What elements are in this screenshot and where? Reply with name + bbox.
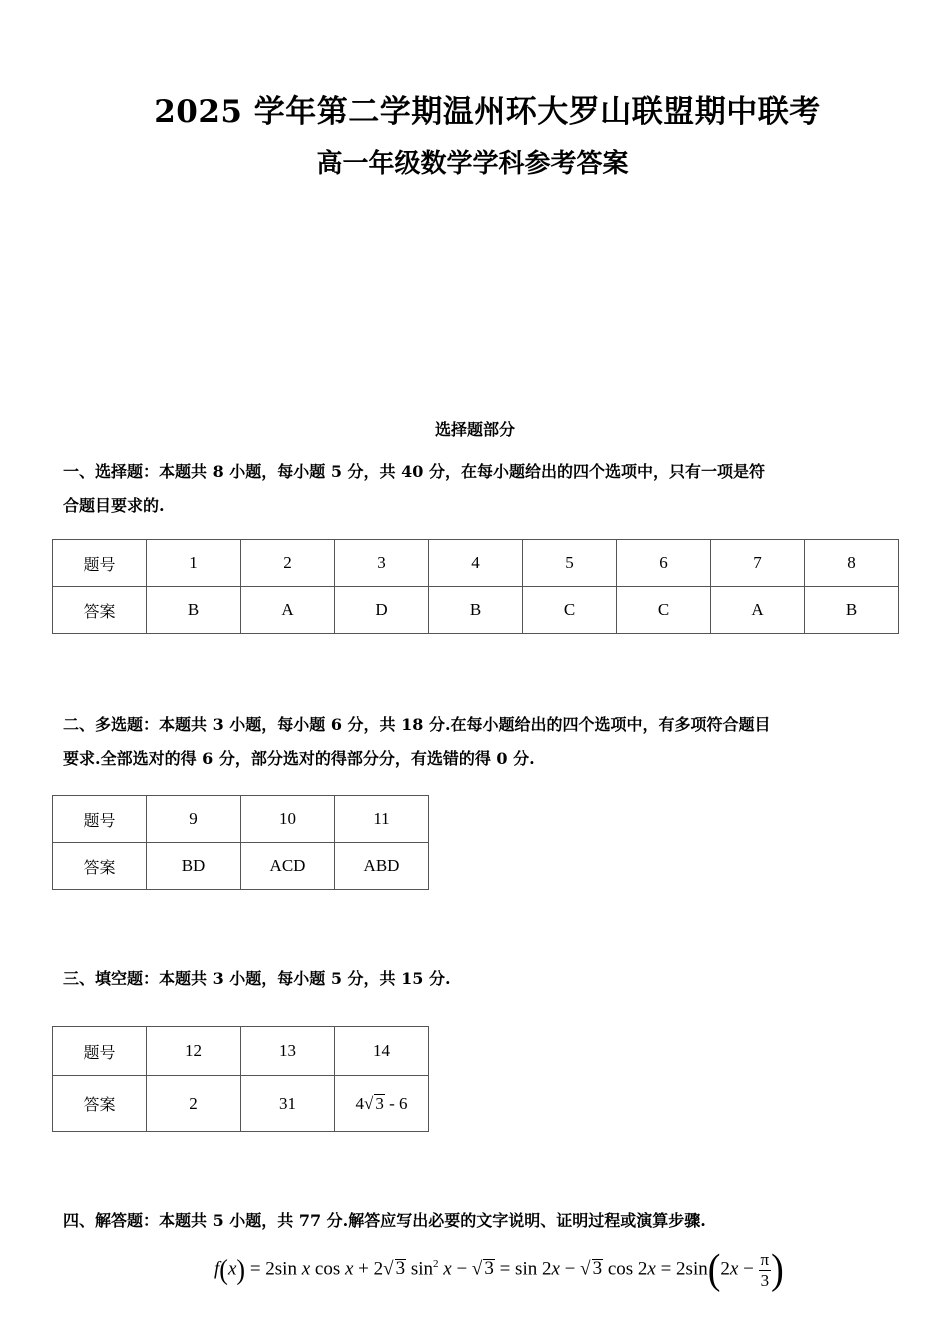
formula-big-paren: ): [771, 1246, 784, 1294]
answer-cell: BD: [147, 843, 241, 890]
question-number: 11: [335, 796, 429, 843]
answer-cell: B: [147, 587, 241, 634]
table-row-answers: [53, 843, 429, 890]
section2-intro-line1: 二、多选题：本题共 3 小题，每小题 6 分，共 18 分.在每小题给出的四个选项中，有多项符合题目: [63, 715, 771, 734]
formula-big-paren: (: [707, 1246, 721, 1294]
table-row-answers: [53, 1076, 429, 1132]
formula-x: x: [443, 1258, 452, 1280]
row-label-question: 题号: [53, 1027, 147, 1076]
question-number: 7: [711, 540, 805, 587]
question-number: 13: [241, 1027, 335, 1076]
answer14-radicand: 3: [375, 1093, 384, 1113]
answer-cell: 31: [241, 1076, 335, 1132]
answer-cell: A: [241, 587, 335, 634]
section3-intro-line1: 三、填空题：本题共 3 小题，每小题 5 分，共 15 分.: [63, 969, 451, 988]
formula-x: x: [301, 1258, 311, 1280]
fraction-numerator: π: [760, 1249, 770, 1269]
section4-intro: [63, 1204, 883, 1238]
answer14-coef: 4: [355, 1093, 364, 1113]
section2-answer-table: [52, 795, 429, 890]
row-label-answer: 答案: [53, 587, 147, 634]
formula-radicand: 3: [395, 1258, 406, 1280]
sqrt-sign-icon: √: [471, 1258, 483, 1280]
formula-x: x: [729, 1258, 739, 1280]
document-subtitle: 高一年级数学学科参考答案: [316, 149, 629, 179]
row-label-answer: 答案: [53, 1076, 147, 1132]
formula-x: x: [551, 1258, 560, 1280]
formula-paren: (: [219, 1253, 228, 1286]
formula-exponent: 2: [433, 1258, 439, 1271]
formula-text: = 2sin: [245, 1258, 302, 1280]
answer14-tail: - 6: [384, 1093, 408, 1113]
formula-text: + 2: [353, 1258, 384, 1280]
answer-cell: ACD: [241, 843, 335, 890]
answer-cell: B: [429, 587, 523, 634]
formula-text: −: [451, 1258, 472, 1280]
section1-intro: [63, 455, 883, 523]
part-title: 选择题部分: [434, 420, 515, 439]
section1-intro-line2: 合题目要求的.: [63, 496, 165, 515]
formula-paren: ): [236, 1253, 246, 1286]
formula-text: cos 2: [603, 1258, 648, 1280]
answer-cell: D: [335, 587, 429, 634]
question-number: 1: [147, 540, 241, 587]
answer-cell: 2: [147, 1076, 241, 1132]
formula-x: x: [344, 1258, 354, 1280]
solution-formula: [214, 1248, 814, 1298]
fraction-denominator: 3: [760, 1270, 770, 1290]
question-number: 6: [617, 540, 711, 587]
question-number: 8: [805, 540, 899, 587]
sqrt-sign-icon: √: [363, 1093, 374, 1113]
answer-cell: ABD: [335, 843, 429, 890]
section2-intro-line2: 要求.全部选对的得 6 分，部分选对的得部分分，有选错的得 0 分.: [63, 749, 535, 768]
document-title: 2025 学年第二学期温州环大罗山联盟期中联考: [154, 94, 821, 130]
formula-x: x: [227, 1258, 237, 1280]
table-row-questions: [53, 796, 429, 843]
formula-text: = 2sin: [655, 1258, 708, 1280]
question-number: 14: [335, 1027, 429, 1076]
answer-cell: B: [805, 587, 899, 634]
formula-text: = sin 2: [494, 1258, 552, 1280]
section4-intro-line1: 四、解答题：本题共 5 小题，共 77 分.解答应写出必要的文字说明、证明过程或演算步骤.: [63, 1211, 706, 1230]
section3-answer-table: [52, 1026, 429, 1132]
sqrt-sign-icon: √: [580, 1258, 591, 1280]
answer-cell: C: [523, 587, 617, 634]
answer-cell: C: [617, 587, 711, 634]
section1-answer-table: [52, 539, 899, 634]
question-number: 5: [523, 540, 617, 587]
question-number: 2: [241, 540, 335, 587]
table-row-answers: [53, 587, 899, 634]
formula-radicand: 3: [592, 1258, 603, 1280]
row-label-answer: 答案: [53, 843, 147, 890]
formula-fraction: [759, 1250, 772, 1291]
answer-cell: A: [711, 587, 805, 634]
formula-x: x: [647, 1258, 656, 1280]
formula-text: cos: [310, 1258, 345, 1280]
sqrt-sign-icon: √: [383, 1258, 394, 1280]
section3-intro: [63, 962, 883, 996]
formula-text: sin: [406, 1258, 433, 1280]
formula-text: −: [738, 1258, 759, 1280]
table-row-questions: [53, 540, 899, 587]
formula-f: f: [214, 1258, 220, 1280]
question-number: 4: [429, 540, 523, 587]
formula-text: 2: [720, 1258, 730, 1280]
table-row-questions: [53, 1027, 429, 1076]
question-number: 12: [147, 1027, 241, 1076]
question-number: 10: [241, 796, 335, 843]
section1-intro-line1: 一、选择题：本题共 8 小题，每小题 5 分，共 40 分，在每小题给出的四个选项中，只有一项是符: [63, 462, 765, 481]
section2-intro: [63, 708, 883, 776]
answer-cell-14: [335, 1076, 429, 1132]
question-number: 9: [147, 796, 241, 843]
row-label-question: 题号: [53, 796, 147, 843]
question-number: 3: [335, 540, 429, 587]
formula-text: −: [559, 1258, 581, 1280]
formula-radicand: 3: [484, 1258, 494, 1280]
row-label-question: 题号: [53, 540, 147, 587]
